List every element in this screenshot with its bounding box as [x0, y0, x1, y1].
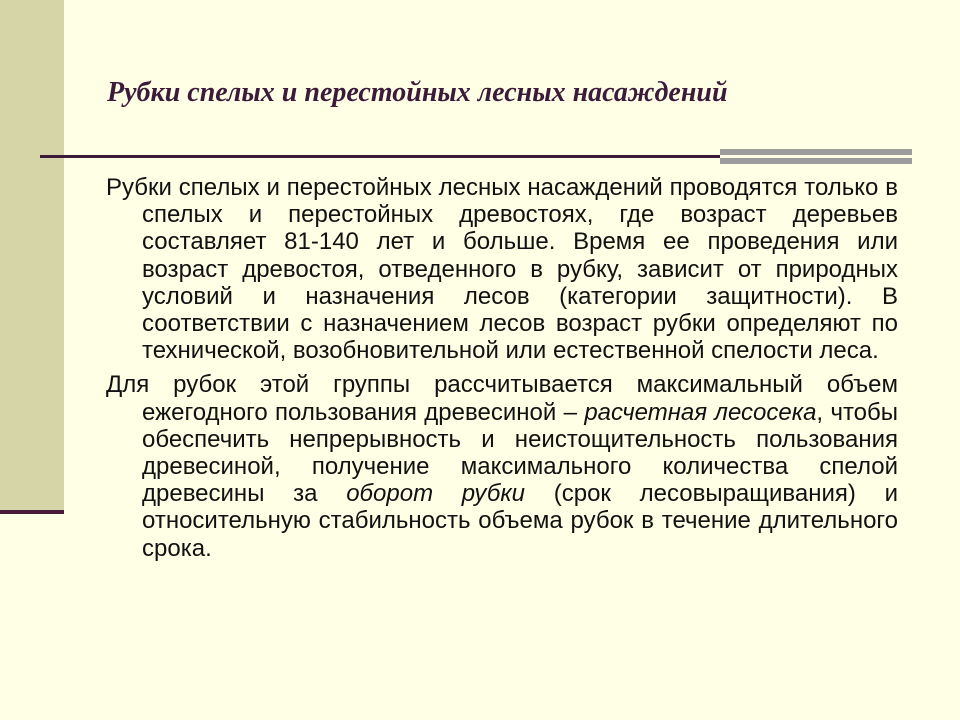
slide-title: Рубки спелых и перестойных лесных насаждений — [107, 77, 728, 108]
paragraph-text: Для рубок этой группы рассчитывается максимальный объем ежегодного пользования древесиной – — [106, 371, 898, 426]
body-text — [106, 174, 898, 569]
paragraph — [106, 371, 898, 561]
paragraph-text: (срок лесовыращивания) и относительную стабильность объема рубок в течение длительного срока. — [142, 480, 899, 562]
paragraph-text: , чтобы обеспечить непрерывность и неистощительность пользования древесиной, получение максимального количества спелой древесины за — [142, 398, 899, 508]
title-rule-accent — [720, 149, 912, 165]
title-underline-rule — [40, 155, 720, 158]
paragraph-text: Рубки спелых и перестойных лесных насаждений проводятся только в спелых и перестойных древостоях, где возраст деревьев составляет 81-140 лет и больше. Время ее проведения или возраст древостоя, отведенного в рубку, зависит от природных условий и назначения лесов (категории защитности). В соответствии с назначением лесов возраст рубки определяют по технической, возобновительной или естественной спелости леса. — [106, 174, 898, 365]
term-cutting-rotation: оборот рубки — [346, 480, 526, 508]
left-band-rule — [0, 510, 64, 514]
left-decorative-band — [0, 0, 64, 513]
paragraph — [106, 174, 898, 364]
term-calculated-cutting-area: расчетная лесосека — [584, 398, 817, 426]
